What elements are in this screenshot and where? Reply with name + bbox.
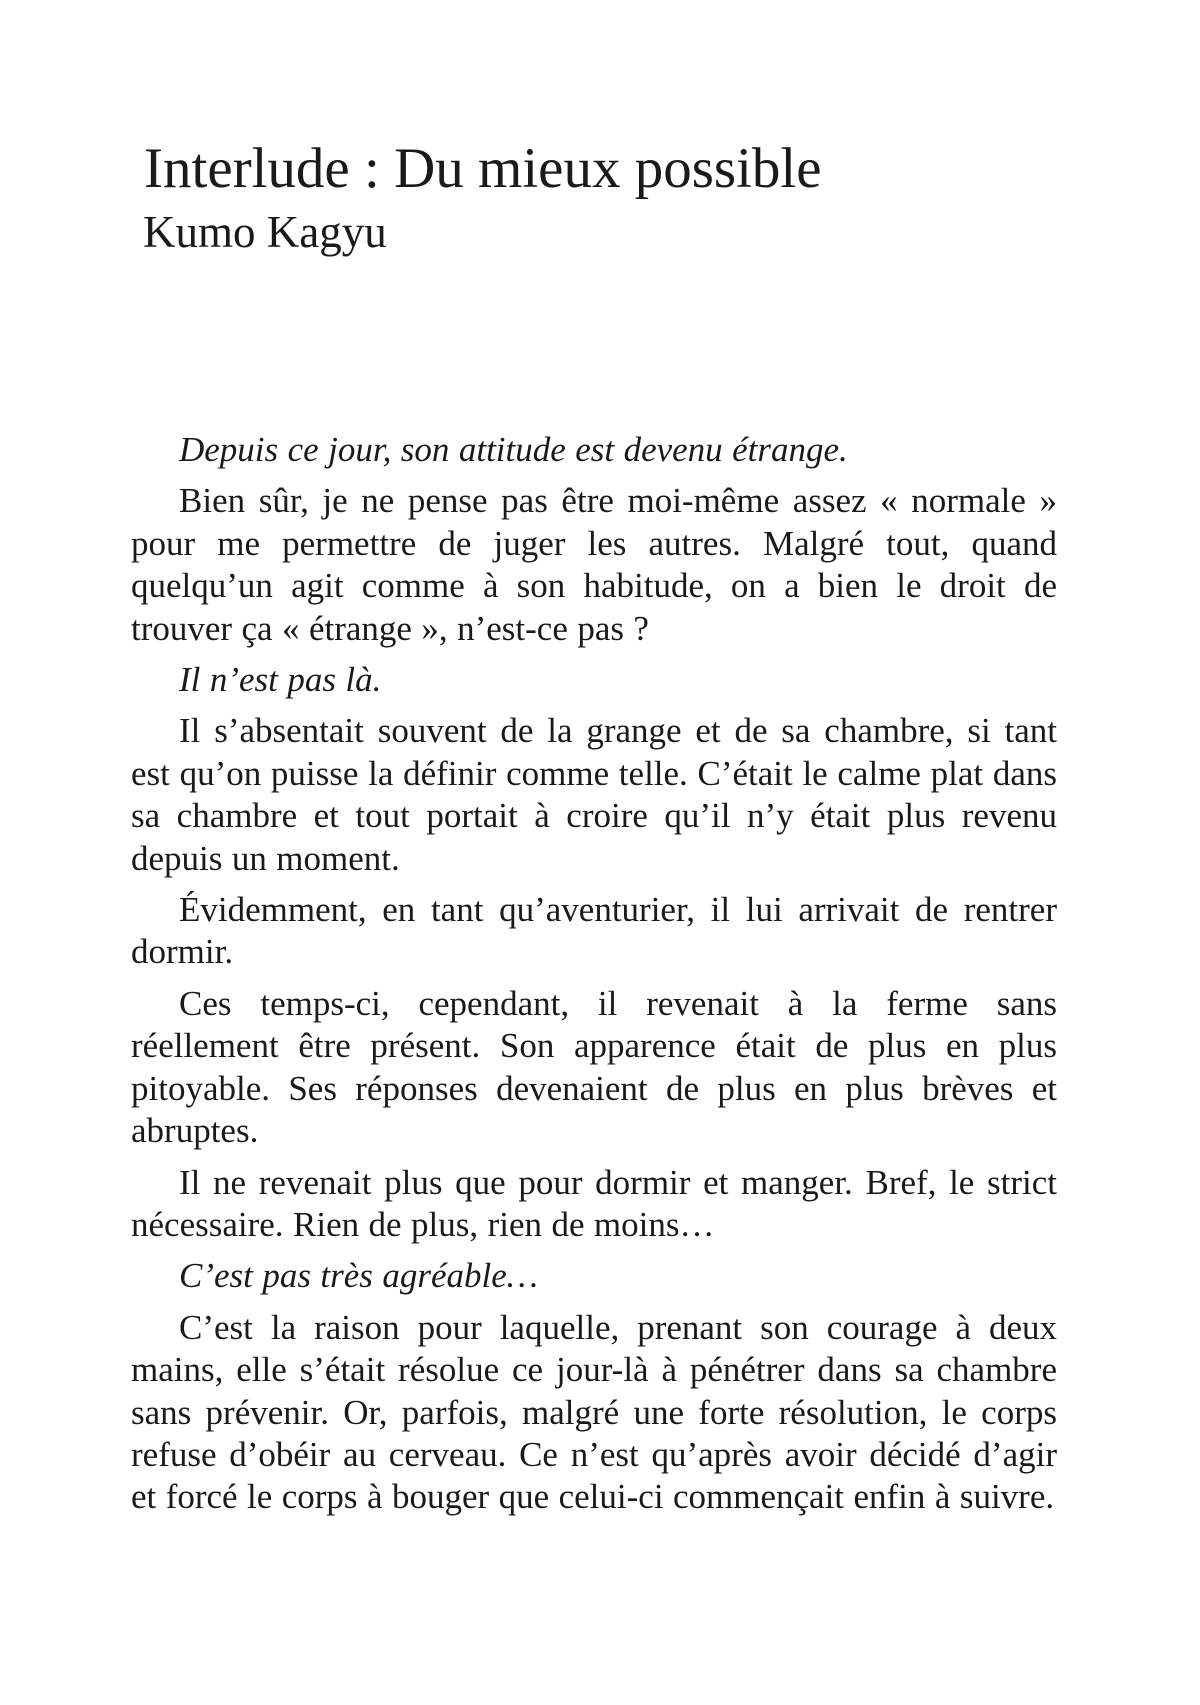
paragraph: Il ne revenait plus que pour dormir et manger. Bref, le strict nécessaire. Rien de plus, rien de moins… [131, 1162, 1057, 1244]
paragraph: Il s’absentait souvent de la grange et de sa chambre, si tant est qu’on puisse la définir comme telle. C’était le calme plat dans sa chambre et tout portait à croire qu’il n’y était plus revenu depuis un moment. [131, 711, 1057, 878]
chapter-title: Interlude : Du mieux possible [144, 137, 822, 200]
paragraph: Bien sûr, je ne pense pas être moi-même assez « normale » pour me permettre de juger les autres. Malgré tout, quand quelqu’un agit comme à son habitude, on a bien le droit de trouver ça « étrange », n’est-ce pas ? [131, 481, 1057, 648]
paragraph: C’est pas très agréable… [179, 1256, 538, 1296]
paragraph: C’est la raison pour laquelle, prenant son courage à deux mains, elle s’était résolue ce jour-là à pénétrer dans sa chambre sans prévenir. Or, parfois, malgré une forte résolution, le corps refuse d’obéir au cerveau. Ce n’est qu’après avoir décidé d’agir et forcé le corps à bouger que celui-ci commençait enfin à suivre. [131, 1307, 1057, 1517]
paragraph: Ces temps-ci, cependant, il revenait à la ferme sans réellement être présent. Son apparence était de plus en plus pitoyable. Ses réponses devenaient de plus en plus brèves et abruptes. [131, 983, 1057, 1151]
paragraph: Évidemment, en tant qu’aventurier, il lui arrivait de rentrer dormir. [131, 890, 1057, 972]
chapter-body [131, 429, 1057, 1528]
paragraph: Depuis ce jour, son attitude est devenu étrange. [179, 430, 848, 469]
paragraph: Il n’est pas là. [179, 660, 382, 700]
chapter-author: Kumo Kagyu [143, 207, 387, 257]
